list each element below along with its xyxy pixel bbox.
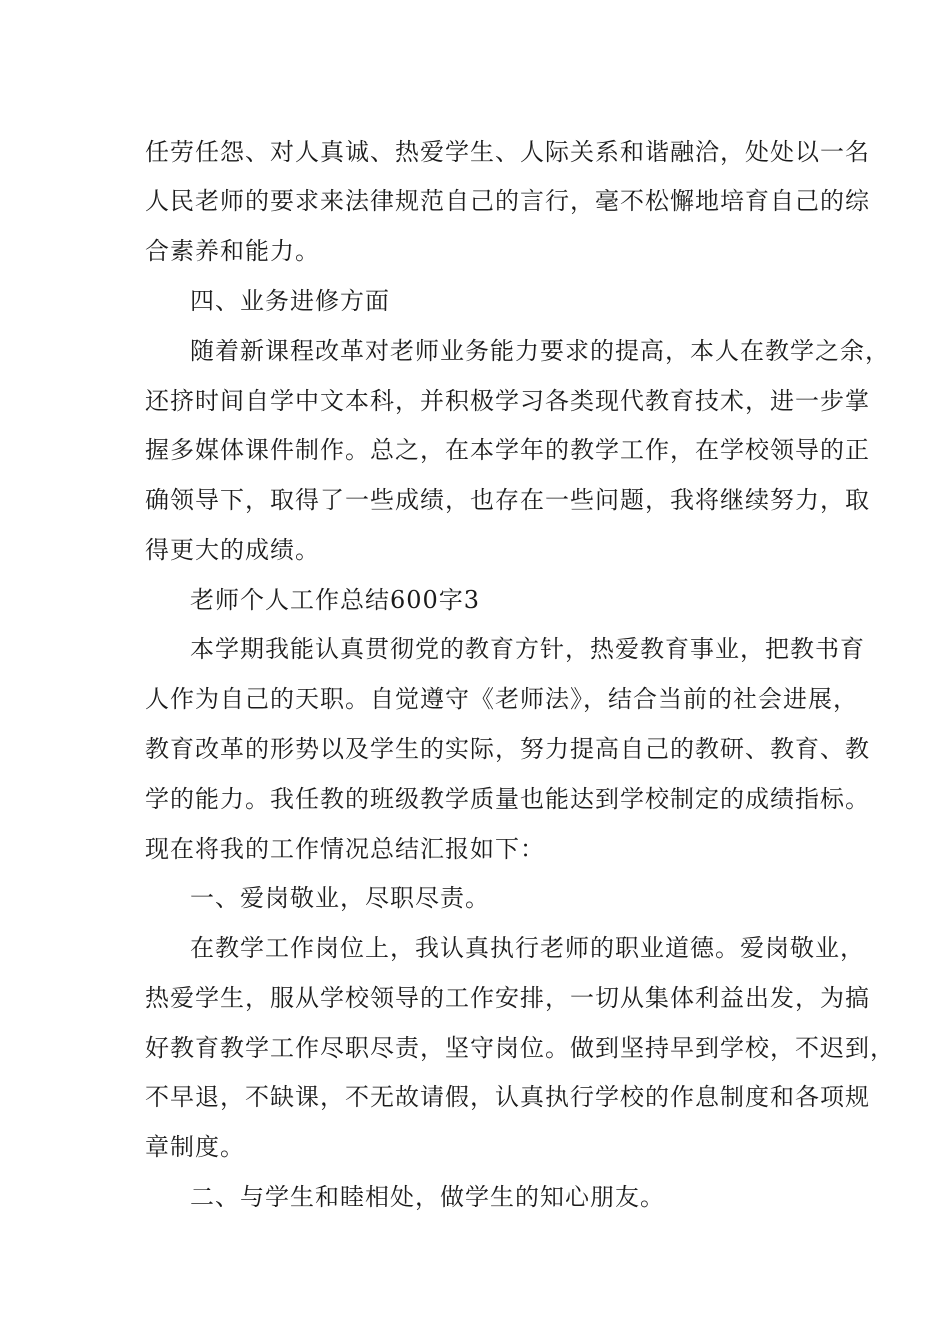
body-line: 人作为自己的天职。自觉遵守《老师法》，结合当前的社会进展， (145, 685, 858, 713)
section-heading: 四、业务进修方面 (190, 287, 390, 315)
body-line: 本学期我能认真贯彻党的教育方针，热爱教育事业，把教书育 (190, 635, 865, 663)
body-line: 学的能力。我任教的班级教学质量也能达到学校制定的成绩指标。 (145, 785, 870, 813)
body-line: 好教育教学工作尽职尽责，坚守岗位。做到坚持早到学校，不迟到， (145, 1034, 895, 1062)
section-heading: 二、与学生和睦相处，做学生的知心朋友。 (190, 1183, 665, 1211)
body-line: 还挤时间自学中文本科，并积极学习各类现代教育技术，进一步掌 (145, 387, 870, 415)
body-line: 教育改革的形势以及学生的实际，努力提高自己的教研、教育、教 (145, 735, 870, 763)
body-line: 在教学工作岗位上，我认真执行老师的职业道德。爱岗敬业， (190, 934, 865, 962)
body-line: 握多媒体课件制作。总之，在本学年的教学工作，在学校领导的正 (145, 436, 870, 464)
body-line: 人民老师的要求来法律规范自己的言行，毫不松懈地培育自己的综 (145, 187, 870, 215)
body-line: 章制度。 (145, 1133, 245, 1161)
article-title: 老师个人工作总结600字3 (190, 586, 481, 614)
body-line: 合素养和能力。 (145, 237, 320, 265)
body-line: 确领导下，取得了一些成绩，也存在一些问题，我将继续努力，取 (145, 486, 870, 514)
body-line: 热爱学生，服从学校领导的工作安排，一切从集体利益出发，为搞 (145, 984, 870, 1012)
section-heading: 一、爱岗敬业，尽职尽责。 (190, 884, 490, 912)
body-line: 现在将我的工作情况总结汇报如下： (145, 835, 545, 863)
body-line: 随着新课程改革对老师业务能力要求的提高，本人在教学之余， (190, 337, 890, 365)
body-line: 不早退，不缺课，不无故请假，认真执行学校的作息制度和各项规 (145, 1083, 870, 1111)
body-line: 任劳任怨、对人真诚、热爱学生、人际关系和谐融洽，处处以一名 (145, 138, 870, 166)
body-line: 得更大的成绩。 (145, 536, 320, 564)
